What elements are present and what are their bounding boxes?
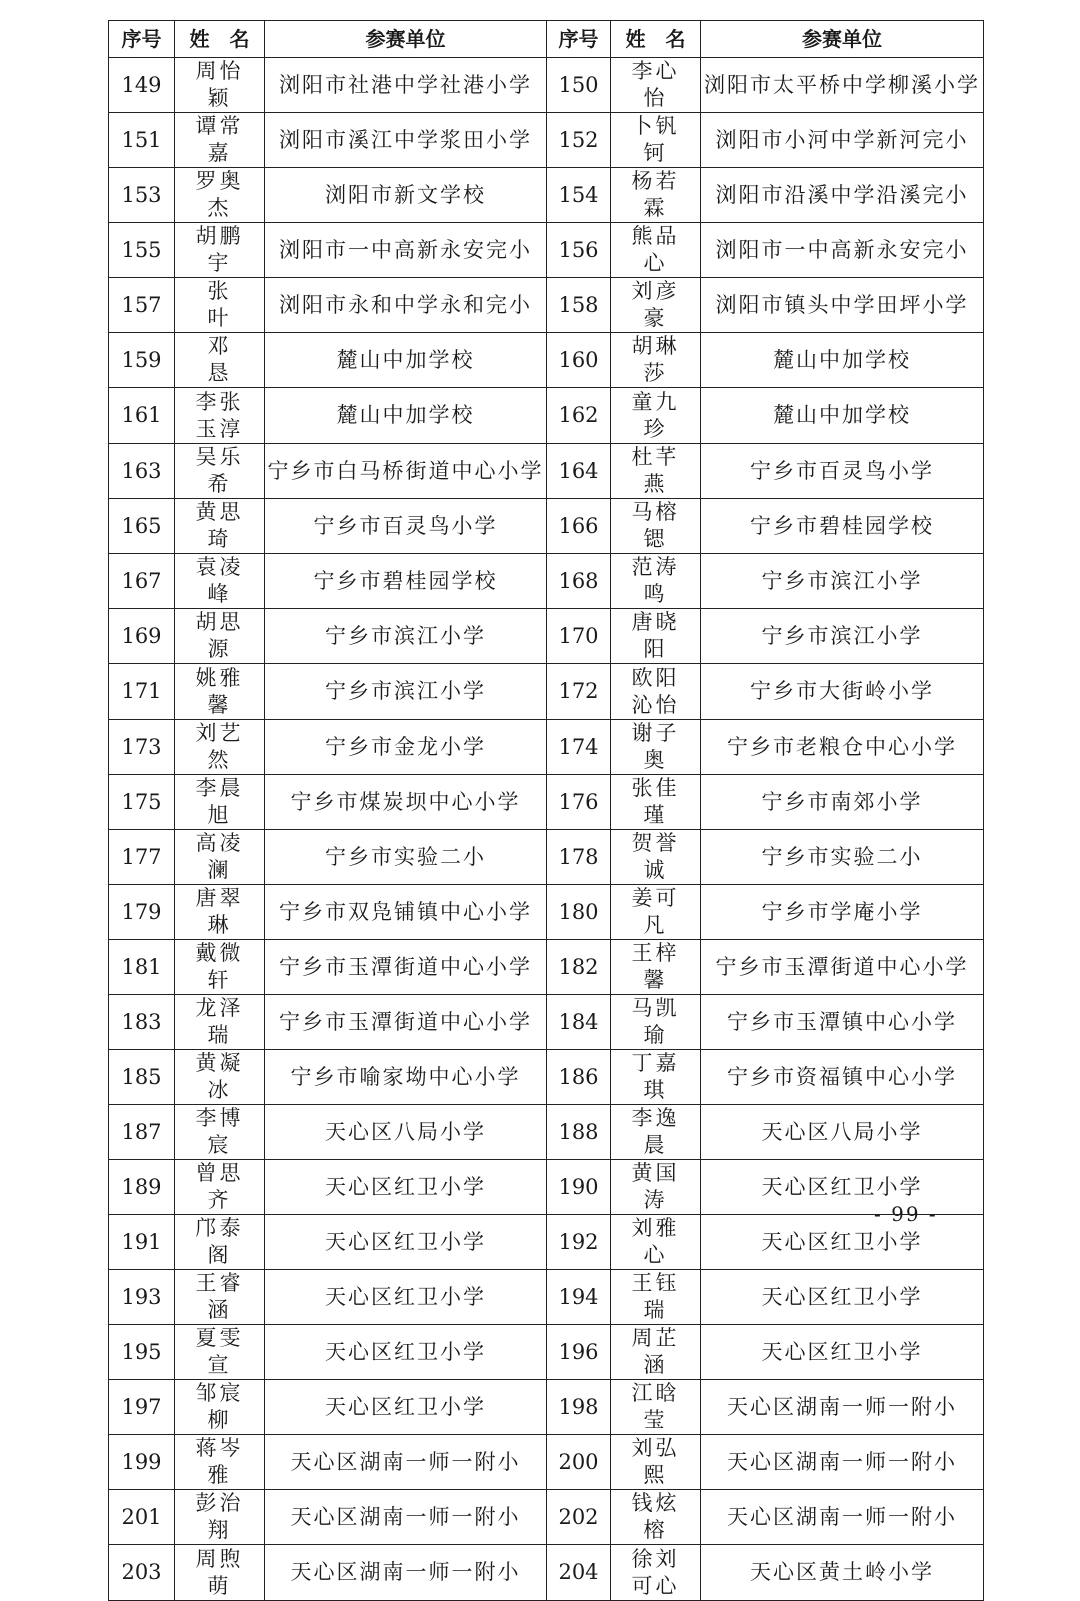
participant-name-right <box>611 885 701 940</box>
entry-number-right: 170 <box>547 609 611 664</box>
name-text: 刘彦豪 <box>631 279 680 330</box>
header-name-right: 姓 名 <box>611 21 701 58</box>
entry-number-right: 182 <box>547 940 611 995</box>
table-row <box>109 775 984 830</box>
name-text: 卜钒钶 <box>631 114 680 165</box>
entry-number-right: 176 <box>547 775 611 830</box>
name-text: 李张玉淳 <box>195 389 244 441</box>
entry-number-right: 202 <box>547 1490 611 1545</box>
table-row <box>109 720 984 775</box>
name-text: 黄国涛 <box>631 1161 680 1212</box>
participant-name-right <box>611 1105 701 1160</box>
participant-unit-right: 麓山中加学校 <box>701 388 984 444</box>
participant-name-left <box>175 444 265 499</box>
participant-name-right <box>611 995 701 1050</box>
entry-number-right: 192 <box>547 1215 611 1270</box>
entry-number-right: 164 <box>547 444 611 499</box>
name-text: 丁嘉琪 <box>631 1051 680 1102</box>
participant-name-right <box>611 1380 701 1435</box>
participant-unit-left: 天心区八局小学 <box>265 1105 547 1160</box>
participant-unit-right: 宁乡市滨江小学 <box>701 609 984 664</box>
entry-number-right: 204 <box>547 1545 611 1601</box>
participant-name-right <box>611 664 701 720</box>
entry-number-left: 191 <box>109 1215 175 1270</box>
table-row <box>109 1545 984 1601</box>
name-text: 胡琳莎 <box>631 334 680 385</box>
table-row <box>109 885 984 940</box>
entry-number-left: 153 <box>109 168 175 223</box>
participant-name-right <box>611 168 701 223</box>
participant-name-right <box>611 1215 701 1270</box>
entry-number-left: 203 <box>109 1545 175 1601</box>
participant-unit-right: 浏阳市一中高新永安完小 <box>701 223 984 278</box>
participant-unit-left: 天心区湖南一师一附小 <box>265 1545 547 1601</box>
name-text: 邹宸柳 <box>195 1381 244 1432</box>
participant-unit-left: 浏阳市一中高新永安完小 <box>265 223 547 278</box>
participant-unit-right: 宁乡市碧桂园学校 <box>701 499 984 554</box>
name-text: 王钰瑞 <box>631 1271 680 1322</box>
entry-number-right: 156 <box>547 223 611 278</box>
entry-number-right: 184 <box>547 995 611 1050</box>
name-text: 谭常嘉 <box>195 114 244 165</box>
participant-unit-right: 宁乡市南郊小学 <box>701 775 984 830</box>
entry-number-left: 197 <box>109 1380 175 1435</box>
name-text: 李博宸 <box>195 1106 244 1157</box>
name-text: 吴乐希 <box>195 445 244 496</box>
table-row <box>109 1215 984 1270</box>
entry-number-left: 173 <box>109 720 175 775</box>
entry-number-right: 198 <box>547 1380 611 1435</box>
name-text: 周芷涵 <box>631 1326 680 1377</box>
participant-name-left <box>175 1325 265 1380</box>
participant-name-left <box>175 1050 265 1105</box>
participant-name-right <box>611 830 701 885</box>
participant-unit-right: 宁乡市玉潭镇中心小学 <box>701 995 984 1050</box>
name-text: 徐刘可心 <box>631 1546 680 1598</box>
entry-number-left: 179 <box>109 885 175 940</box>
participant-unit-right: 浏阳市小河中学新河完小 <box>701 113 984 168</box>
participant-name-left <box>175 1435 265 1490</box>
entry-number-left: 177 <box>109 830 175 885</box>
participant-name-left <box>175 1270 265 1325</box>
table-row <box>109 278 984 333</box>
participant-name-left <box>175 278 265 333</box>
participant-name-right <box>611 1050 701 1105</box>
entry-number-left: 161 <box>109 388 175 444</box>
name-text: 彭治翔 <box>195 1491 244 1542</box>
participant-unit-left: 麓山中加学校 <box>265 333 547 388</box>
entry-number-left: 201 <box>109 1490 175 1545</box>
name-text: 钱炫榕 <box>631 1491 680 1542</box>
entry-number-left: 169 <box>109 609 175 664</box>
entry-number-left: 155 <box>109 223 175 278</box>
name-text: 周怡颖 <box>195 59 244 110</box>
name-text: 夏雯宣 <box>195 1326 244 1377</box>
participant-unit-left: 宁乡市玉潭街道中心小学 <box>265 940 547 995</box>
participant-unit-right: 麓山中加学校 <box>701 333 984 388</box>
participant-unit-left: 宁乡市滨江小学 <box>265 664 547 720</box>
entry-number-right: 168 <box>547 554 611 609</box>
table-row <box>109 1325 984 1380</box>
participant-name-right <box>611 940 701 995</box>
table-row <box>109 499 984 554</box>
table-row <box>109 168 984 223</box>
name-text: 罗奥杰 <box>195 169 244 220</box>
name-text: 谢子奥 <box>631 721 680 772</box>
participant-unit-right: 浏阳市太平桥中学柳溪小学 <box>701 58 984 113</box>
participant-name-left <box>175 223 265 278</box>
name-text: 高凌澜 <box>195 831 244 882</box>
participant-name-right <box>611 609 701 664</box>
participant-unit-left: 浏阳市永和中学永和完小 <box>265 278 547 333</box>
name-text: 张 叶 <box>207 279 256 330</box>
name-text: 欧阳沁怡 <box>631 665 680 717</box>
table-row <box>109 388 984 444</box>
participant-unit-left: 浏阳市新文学校 <box>265 168 547 223</box>
table-row <box>109 1490 984 1545</box>
participant-unit-left: 麓山中加学校 <box>265 388 547 444</box>
entry-number-right: 188 <box>547 1105 611 1160</box>
name-text: 范涛鸣 <box>631 555 680 606</box>
name-text: 王梓馨 <box>631 941 680 992</box>
participant-unit-right: 宁乡市资福镇中心小学 <box>701 1050 984 1105</box>
name-text: 贺誉诚 <box>631 831 680 882</box>
participant-unit-right: 浏阳市镇头中学田坪小学 <box>701 278 984 333</box>
name-text: 胡鹏宇 <box>195 224 244 275</box>
name-text: 唐翠琳 <box>195 886 244 937</box>
entry-number-right: 174 <box>547 720 611 775</box>
name-text: 戴微轩 <box>195 941 244 992</box>
participant-name-left <box>175 995 265 1050</box>
table-row <box>109 1435 984 1490</box>
participant-unit-left: 天心区红卫小学 <box>265 1215 547 1270</box>
participant-name-left <box>175 830 265 885</box>
participant-name-left <box>175 113 265 168</box>
name-text: 马榕锶 <box>631 500 680 551</box>
name-text: 胡思源 <box>195 610 244 661</box>
entry-number-left: 159 <box>109 333 175 388</box>
entry-number-left: 163 <box>109 444 175 499</box>
entry-number-right: 162 <box>547 388 611 444</box>
header-num-left: 序号 <box>109 21 175 58</box>
entry-number-right: 200 <box>547 1435 611 1490</box>
name-text: 刘艺然 <box>195 721 244 772</box>
table-row <box>109 223 984 278</box>
participant-name-right <box>611 554 701 609</box>
name-text: 蒋岑雅 <box>195 1436 244 1487</box>
participant-name-left <box>175 609 265 664</box>
participant-name-left <box>175 554 265 609</box>
participant-unit-right: 宁乡市百灵鸟小学 <box>701 444 984 499</box>
participant-name-left <box>175 720 265 775</box>
entry-number-left: 199 <box>109 1435 175 1490</box>
participant-name-left <box>175 885 265 940</box>
name-text: 姜可凡 <box>631 886 680 937</box>
participant-unit-right: 天心区红卫小学 <box>701 1160 984 1215</box>
entry-number-left: 167 <box>109 554 175 609</box>
name-text: 王睿涵 <box>195 1271 244 1322</box>
participant-unit-right: 宁乡市大街岭小学 <box>701 664 984 720</box>
participant-unit-left: 浏阳市社港中学社港小学 <box>265 58 547 113</box>
participant-unit-right: 宁乡市玉潭街道中心小学 <box>701 940 984 995</box>
participant-unit-left: 天心区红卫小学 <box>265 1160 547 1215</box>
participant-name-left <box>175 499 265 554</box>
table-row <box>109 1380 984 1435</box>
participant-name-left <box>175 1105 265 1160</box>
table-row <box>109 1050 984 1105</box>
table-row <box>109 995 984 1050</box>
participant-unit-right: 天心区湖南一师一附小 <box>701 1380 984 1435</box>
participant-unit-left: 天心区红卫小学 <box>265 1325 547 1380</box>
participant-name-right <box>611 113 701 168</box>
participant-unit-left: 宁乡市碧桂园学校 <box>265 554 547 609</box>
participant-unit-left: 宁乡市滨江小学 <box>265 609 547 664</box>
header-unit-left: 参赛单位 <box>265 21 547 58</box>
participant-unit-right: 宁乡市学庵小学 <box>701 885 984 940</box>
participant-name-left <box>175 168 265 223</box>
table-row <box>109 1270 984 1325</box>
name-text: 马凯瑜 <box>631 996 680 1047</box>
name-text: 姚雅馨 <box>195 665 244 717</box>
entry-number-left: 165 <box>109 499 175 554</box>
name-text: 李心怡 <box>631 59 680 110</box>
entry-number-right: 196 <box>547 1325 611 1380</box>
entry-number-right: 178 <box>547 830 611 885</box>
entry-number-left: 157 <box>109 278 175 333</box>
name-text: 袁凌峰 <box>195 555 244 606</box>
table-body <box>109 58 984 1601</box>
participant-name-left <box>175 1490 265 1545</box>
header-name-left: 姓 名 <box>175 21 265 58</box>
participant-unit-left: 宁乡市煤炭坝中心小学 <box>265 775 547 830</box>
entry-number-left: 189 <box>109 1160 175 1215</box>
table-row <box>109 664 984 720</box>
header-unit-right: 参赛单位 <box>701 21 984 58</box>
participant-unit-right: 天心区湖南一师一附小 <box>701 1435 984 1490</box>
name-text: 唐晓阳 <box>631 610 680 661</box>
participant-unit-right: 浏阳市沿溪中学沿溪完小 <box>701 168 984 223</box>
entry-number-left: 185 <box>109 1050 175 1105</box>
entry-number-right: 160 <box>547 333 611 388</box>
table-row <box>109 1160 984 1215</box>
entry-number-left: 175 <box>109 775 175 830</box>
participant-name-right <box>611 1435 701 1490</box>
participant-unit-right: 天心区黄土岭小学 <box>701 1545 984 1601</box>
header-num-right: 序号 <box>547 21 611 58</box>
entry-number-right: 152 <box>547 113 611 168</box>
participant-name-left <box>175 1215 265 1270</box>
participant-unit-right: 天心区湖南一师一附小 <box>701 1490 984 1545</box>
entry-number-right: 180 <box>547 885 611 940</box>
entry-number-left: 195 <box>109 1325 175 1380</box>
table-row <box>109 830 984 885</box>
participant-name-right <box>611 720 701 775</box>
name-text: 邝泰阁 <box>195 1216 244 1267</box>
table-row <box>109 58 984 113</box>
participant-unit-left: 天心区湖南一师一附小 <box>265 1490 547 1545</box>
participant-name-left <box>175 58 265 113</box>
participant-unit-right: 宁乡市老粮仓中心小学 <box>701 720 984 775</box>
participant-unit-left: 宁乡市玉潭街道中心小学 <box>265 995 547 1050</box>
name-text: 龙泽瑞 <box>195 996 244 1047</box>
entry-number-right: 166 <box>547 499 611 554</box>
participant-unit-left: 浏阳市溪江中学浆田小学 <box>265 113 547 168</box>
table-header-row <box>109 21 984 58</box>
participant-name-left <box>175 664 265 720</box>
entry-number-right: 172 <box>547 664 611 720</box>
participant-name-right <box>611 333 701 388</box>
participant-name-right <box>611 444 701 499</box>
entry-number-right: 190 <box>547 1160 611 1215</box>
participant-name-left <box>175 1160 265 1215</box>
name-text: 李晨旭 <box>195 776 244 827</box>
name-text: 江晗莹 <box>631 1381 680 1432</box>
table-row <box>109 333 984 388</box>
participant-unit-left: 天心区湖南一师一附小 <box>265 1435 547 1490</box>
name-text: 刘弘熙 <box>631 1436 680 1487</box>
name-text: 刘雅心 <box>631 1216 680 1267</box>
table-row <box>109 554 984 609</box>
name-text: 邓 恳 <box>207 334 256 385</box>
table-row <box>109 609 984 664</box>
participant-name-left <box>175 1380 265 1435</box>
participant-name-right <box>611 388 701 444</box>
participant-name-right <box>611 1325 701 1380</box>
table-row <box>109 940 984 995</box>
participant-unit-left: 宁乡市金龙小学 <box>265 720 547 775</box>
participant-list-sheet <box>108 20 983 1601</box>
name-text: 张佳瑾 <box>631 776 680 827</box>
entry-number-right: 186 <box>547 1050 611 1105</box>
participant-unit-right: 宁乡市实验二小 <box>701 830 984 885</box>
entry-number-left: 171 <box>109 664 175 720</box>
name-text: 杜芊燕 <box>631 445 680 496</box>
participant-unit-right: 天心区红卫小学 <box>701 1215 984 1270</box>
participant-name-left <box>175 775 265 830</box>
participant-unit-right: 天心区红卫小学 <box>701 1270 984 1325</box>
participant-name-right <box>611 775 701 830</box>
entry-number-left: 181 <box>109 940 175 995</box>
table-row <box>109 113 984 168</box>
table-row <box>109 444 984 499</box>
entry-number-right: 158 <box>547 278 611 333</box>
participant-name-right <box>611 1490 701 1545</box>
participant-unit-left: 宁乡市实验二小 <box>265 830 547 885</box>
name-text: 李逸晨 <box>631 1106 680 1157</box>
participant-unit-left: 宁乡市喻家坳中心小学 <box>265 1050 547 1105</box>
entry-number-right: 154 <box>547 168 611 223</box>
name-text: 童九珍 <box>631 389 680 441</box>
page-number: - 99 - <box>874 1202 938 1226</box>
participant-unit-left: 宁乡市百灵鸟小学 <box>265 499 547 554</box>
participant-name-right <box>611 1270 701 1325</box>
participant-table <box>108 20 984 1601</box>
name-text: 曾思齐 <box>195 1161 244 1212</box>
name-text: 杨若霖 <box>631 169 680 220</box>
entry-number-right: 194 <box>547 1270 611 1325</box>
entry-number-left: 193 <box>109 1270 175 1325</box>
entry-number-left: 151 <box>109 113 175 168</box>
participant-name-right <box>611 1160 701 1215</box>
participant-name-left <box>175 1545 265 1601</box>
name-text: 黄凝冰 <box>195 1051 244 1102</box>
participant-name-right <box>611 278 701 333</box>
participant-name-right <box>611 58 701 113</box>
participant-unit-left: 天心区红卫小学 <box>265 1270 547 1325</box>
participant-unit-right: 天心区八局小学 <box>701 1105 984 1160</box>
name-text: 周煦萌 <box>195 1546 244 1598</box>
name-text: 黄思琦 <box>195 500 244 551</box>
participant-unit-left: 天心区红卫小学 <box>265 1380 547 1435</box>
entry-number-left: 149 <box>109 58 175 113</box>
participant-unit-left: 宁乡市白马桥街道中心小学 <box>265 444 547 499</box>
participant-unit-right: 天心区红卫小学 <box>701 1325 984 1380</box>
participant-name-right <box>611 1545 701 1601</box>
entry-number-left: 187 <box>109 1105 175 1160</box>
entry-number-left: 183 <box>109 995 175 1050</box>
entry-number-right: 150 <box>547 58 611 113</box>
participant-name-left <box>175 388 265 444</box>
participant-name-right <box>611 499 701 554</box>
participant-name-left <box>175 333 265 388</box>
participant-name-right <box>611 223 701 278</box>
participant-name-left <box>175 940 265 995</box>
name-text: 熊品心 <box>631 224 680 275</box>
participant-unit-left: 宁乡市双凫铺镇中心小学 <box>265 885 547 940</box>
table-row <box>109 1105 984 1160</box>
participant-unit-right: 宁乡市滨江小学 <box>701 554 984 609</box>
